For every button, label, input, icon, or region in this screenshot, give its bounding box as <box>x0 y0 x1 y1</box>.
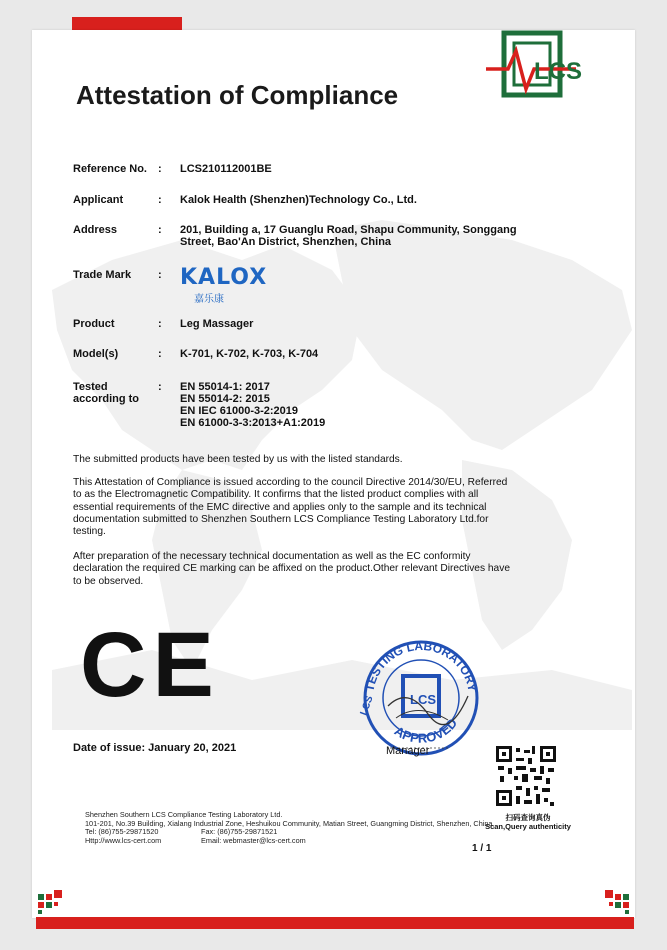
lcs-logo <box>486 29 582 101</box>
standard-item: EN 55014-1: 2017 <box>180 381 270 393</box>
product-label: Product <box>73 318 115 330</box>
colon: : <box>158 269 162 281</box>
colon: : <box>158 381 162 393</box>
approved-stamp <box>348 636 494 756</box>
standard-item: EN 61000-3-3:2013+A1:2019 <box>180 417 326 429</box>
page-number: 1 / 1 <box>472 843 492 854</box>
colon: : <box>158 348 162 360</box>
ce-mark <box>80 614 220 716</box>
bottom-red-bar <box>36 917 634 929</box>
footer-fax: Fax: (86)755-29871521 <box>201 827 278 837</box>
product-value: Leg Massager <box>180 318 254 330</box>
paragraph-tested: The submitted products have been tested by us with the listed standards. <box>73 454 403 465</box>
qr-caption-english: Scan,Query authenticity <box>485 822 571 831</box>
colon: : <box>158 224 162 236</box>
applicant-value: Kalok Health (Shenzhen)Technology Co., Ltd. <box>180 194 417 206</box>
footer-website[interactable]: Http://www.lcs-cert.com <box>85 835 162 845</box>
tested-label <box>73 381 153 405</box>
models-label: Model(s) <box>73 348 119 360</box>
address-line1: 201, Building a, 17 Guanglu Road, Shapu Community, Songgang <box>180 224 517 236</box>
stamp-side-text: LCS <box>358 694 376 718</box>
kalox-wordmark: KALOX <box>180 265 268 290</box>
ce-mark-text: CE <box>80 614 220 716</box>
manager-label: Manager <box>386 745 430 757</box>
footer-contact <box>85 811 495 845</box>
address-label: Address <box>73 224 118 236</box>
colon: : <box>158 318 162 330</box>
standards-list <box>180 381 520 429</box>
paragraph-ce-marking: After preparation of the necessary technical documentation as well as the EC conformity declaration the required CE marking can be affixed on the product.Other relevant Directives have to be observed. <box>73 551 510 587</box>
reference-label: Reference No. <box>73 163 147 175</box>
footer-email[interactable]: Email: webmaster@lcs-cert.com <box>201 835 306 845</box>
address-value <box>180 224 540 248</box>
footer-company: Shenzhen Southern LCS Compliance Testing Laboratory Ltd. <box>85 810 283 819</box>
top-red-bar <box>72 17 182 30</box>
models-value: K-701, K-702, K-703, K-704 <box>180 348 319 360</box>
logo-letter: LCS <box>534 58 582 85</box>
qr-caption-chinese: 扫码查询真伪 <box>505 813 551 822</box>
paragraph-directive: This Attestation of Compliance is issued according to the council Directive 2014/30/EU, Referred to as the Electromagnetic Compatibility. It confirms that the listed product complies with all essential requirements of the EMC directive and applies only to the sample and its technical documentation submitted to Shenzhen Southern LCS Compliance Testing Laboratory Ltd.for testing. <box>73 477 508 538</box>
tested-label-line2: according to <box>73 393 140 405</box>
trademark-logo <box>180 265 267 305</box>
qr-code[interactable] <box>494 744 558 808</box>
trademark-label: Trade Mark <box>73 269 132 281</box>
kalox-chinese-name: 嘉乐康 <box>194 294 224 305</box>
colon: : <box>158 163 162 175</box>
page-title: Attestation of Compliance <box>76 80 399 110</box>
tested-label-line1: Tested <box>73 381 108 393</box>
standard-item: EN IEC 61000-3-2:2019 <box>180 405 299 417</box>
colon: : <box>158 194 162 206</box>
reference-value: LCS210112001BE <box>180 163 272 175</box>
stamp-top-text: TESTING LABORATORY <box>362 638 480 693</box>
applicant-label: Applicant <box>73 194 124 206</box>
footer-address: 101-201, No.39 Building, Xialang Industrial Zone, Heshuikou Community, Matian Street, Guangming District, Shenzhen, China <box>85 818 493 828</box>
footer-tel: Tel: (86)755-29871520 <box>85 827 159 837</box>
address-line2: Street, Bao'An District, Shenzhen, China <box>180 236 392 248</box>
stamp-center-text: LCS <box>410 692 436 707</box>
date-of-issue: Date of issue: January 20, 2021 <box>73 742 237 754</box>
stamp-bottom-text: APPROVED <box>391 715 461 746</box>
standard-item: EN 55014-2: 2015 <box>180 393 270 405</box>
